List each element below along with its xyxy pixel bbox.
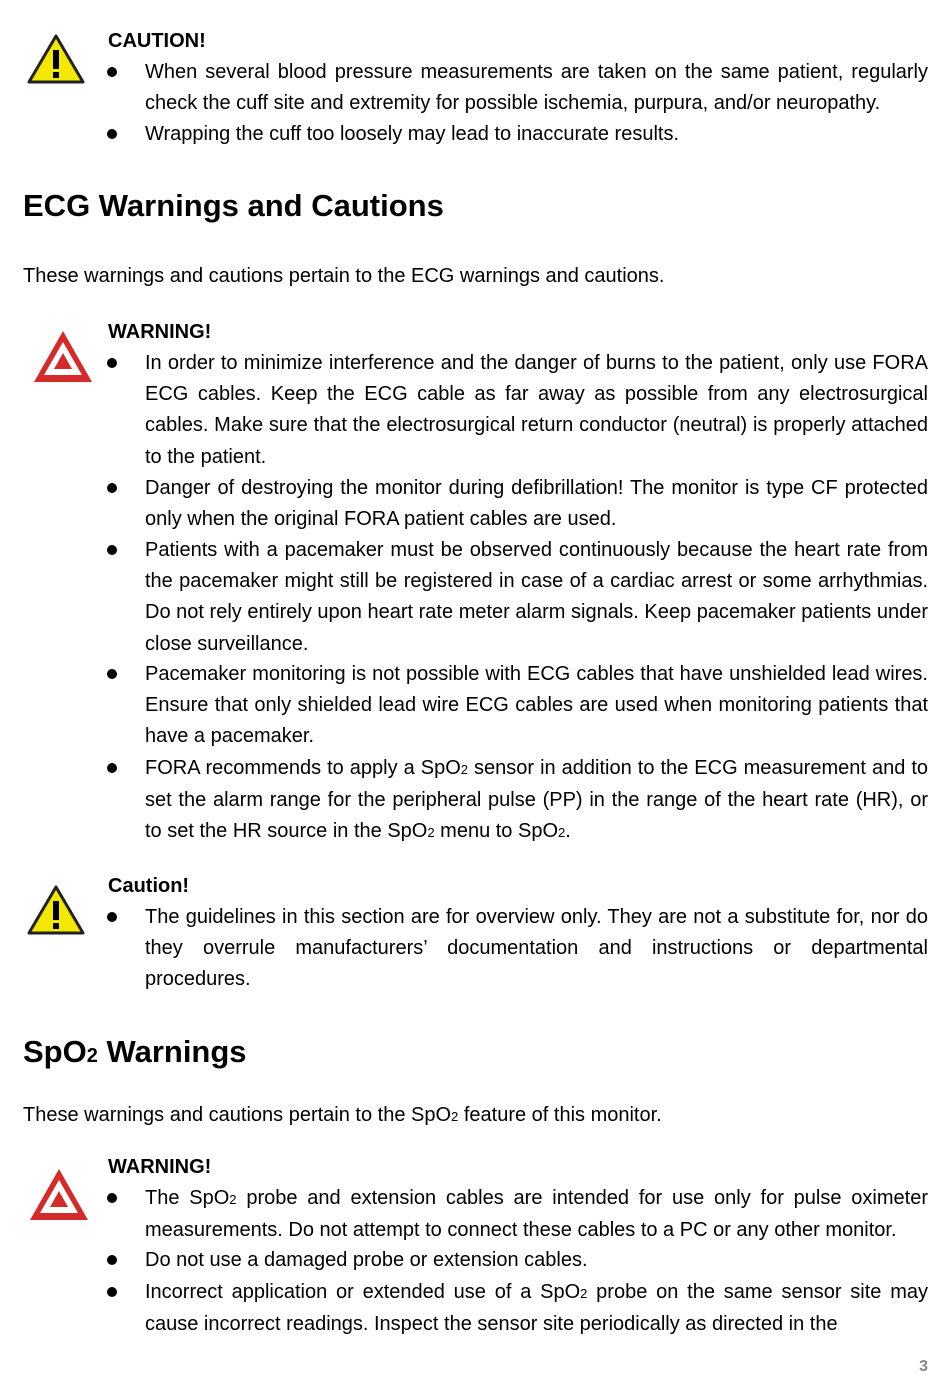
page-number: 3 bbox=[919, 1358, 928, 1375]
section-intro: These warnings and cautions pertain to the ECG warnings and cautions. bbox=[23, 265, 665, 287]
list-item: Incorrect application or extended use of a SpO2 probe on the same sensor site may cause incorrect readings. Inspect the sensor site periodically as directed in the bbox=[145, 1281, 928, 1336]
list-item: Do not use a damaged probe or extension cables. bbox=[145, 1249, 588, 1271]
bullet bbox=[107, 1193, 117, 1203]
bullet bbox=[107, 483, 117, 493]
list-item: Pacemaker monitoring is not possible with ECG cables that have unshielded lead wires. Ensure that only shielded lead wire ECG cables are used when monitoring patients that have a pacemaker. bbox=[145, 663, 928, 748]
list-item: The guidelines in this section are for overview only. They are not a substitute for, nor do they overrule manufacturers’ documentation and instructions or departmental procedures. bbox=[145, 906, 928, 991]
section-heading: SpO2 Warnings bbox=[23, 1034, 247, 1069]
list-item: When several blood pressure measurements are taken on the same patient, regularly check the cuff site and extremity for possible ischemia, purpura, and/or neuropathy. bbox=[145, 61, 928, 115]
bullet bbox=[107, 912, 117, 922]
bullet bbox=[107, 129, 117, 139]
caution-label: Caution! bbox=[108, 875, 190, 897]
warning-label: WARNING! bbox=[108, 321, 212, 343]
caution-label: CAUTION! bbox=[108, 30, 206, 52]
bullet bbox=[107, 358, 117, 368]
bullet bbox=[107, 1287, 117, 1297]
list-item: FORA recommends to apply a SpO2 sensor in addition to the ECG measurement and to set the alarm range for the peripheral pulse (PP) in the range of the heart rate (HR), or to set the HR source in the SpO2 menu to SpO2. bbox=[145, 757, 929, 843]
list-item: In order to minimize interference and the danger of burns to the patient, only use FORA ECG cables. Keep the ECG cable as far away as possible from any electrosurgical cables. Make sure that the electrosurgical return conductor (neutral) is properly attached to the patient. bbox=[145, 352, 928, 468]
warning-triangle-icon bbox=[31, 328, 95, 386]
section-intro: These warnings and cautions pertain to the SpO2 feature of this monitor. bbox=[23, 1104, 662, 1126]
bullet bbox=[107, 67, 117, 77]
caution-triangle-icon bbox=[26, 884, 86, 936]
list-item: Danger of destroying the monitor during defibrillation! The monitor is type CF protected only when the original FORA patient cables are used. bbox=[145, 477, 928, 531]
bullet bbox=[107, 545, 117, 555]
bullet bbox=[107, 1255, 117, 1265]
list-item: The SpO2 probe and extension cables are intended for use only for pulse oximeter measurements. Do not attempt to connect these cables to a PC or any other monitor. bbox=[145, 1187, 928, 1242]
section-heading: ECG Warnings and Cautions bbox=[23, 188, 444, 223]
list-item: Wrapping the cuff too loosely may lead to inaccurate results. bbox=[145, 123, 679, 145]
bullet bbox=[107, 763, 117, 773]
bullet bbox=[107, 669, 117, 679]
caution-triangle-icon bbox=[26, 33, 86, 85]
list-item: Patients with a pacemaker must be observed continuously because the heart rate from the pacemaker might still be registered in case of a cardiac arrest or some arrhythmias. Do not rely entirely upon heart rate meter alarm signals. Keep pacemaker patients under close surveillance. bbox=[145, 539, 928, 655]
warning-label: WARNING! bbox=[108, 1156, 212, 1178]
warning-triangle-icon bbox=[27, 1166, 91, 1224]
